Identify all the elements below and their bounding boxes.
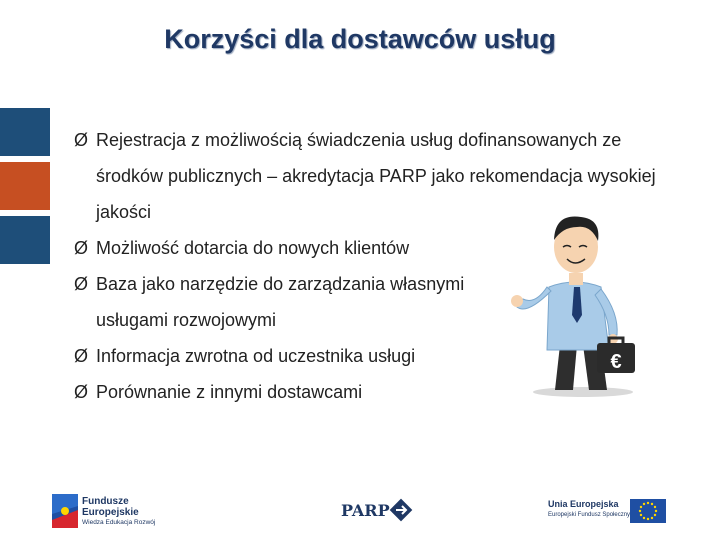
fundusze-europejskie-name: Fundusze Europejskie: [82, 496, 139, 518]
arrow-bullet-icon: Ø: [74, 382, 89, 402]
arrow-bullet-icon: Ø: [74, 274, 89, 294]
footer-logos: [0, 486, 720, 540]
efs-name: Europejski Fundusz Społeczny: [548, 512, 631, 518]
bullet-item: [74, 230, 474, 266]
eu-flag-icon: [630, 499, 666, 523]
accent-bar-blue-top: [0, 108, 50, 156]
bullet-item: [74, 374, 474, 410]
accent-bar-orange: [0, 162, 50, 210]
fundusze-europejskie-logo: [52, 494, 78, 528]
bullet-text: Baza jako narzędzie do zarządzania własnymi usługami rozwojowymi: [96, 274, 465, 330]
bullet-text: Informacja zwrotna od uczestnika usługi: [96, 346, 416, 366]
bullet-item: [74, 338, 474, 374]
bullet-text: Porównanie z innymi dostawcami: [96, 382, 363, 402]
arrow-bullet-icon: Ø: [74, 130, 89, 150]
bullet-text: Możliwość dotarcia do nowych klientów: [96, 238, 410, 258]
parp-logo: [341, 498, 413, 522]
fundusze-europejskie-tagline: Wiedza Edukacja Rozwój: [82, 519, 156, 526]
arrow-bullet-icon: Ø: [74, 346, 89, 366]
unia-europejska-name: Unia Europejska: [548, 499, 619, 509]
slide-title: Korzyści dla dostawców usług: [164, 24, 556, 54]
euro-icon: €: [610, 351, 622, 373]
arrow-bullet-icon: Ø: [74, 238, 89, 258]
bullet-text: Rejestracja z możliwością świadczenia usług dofinansowanych ze środków publicznych – akredytacja PARP jako rekomendacja wysokiej jakości: [96, 130, 656, 222]
bullet-item: [74, 266, 474, 338]
parp-label: PARP: [341, 501, 390, 520]
businessman-illustration: [505, 195, 655, 400]
accent-bar-blue-bottom: [0, 216, 50, 264]
